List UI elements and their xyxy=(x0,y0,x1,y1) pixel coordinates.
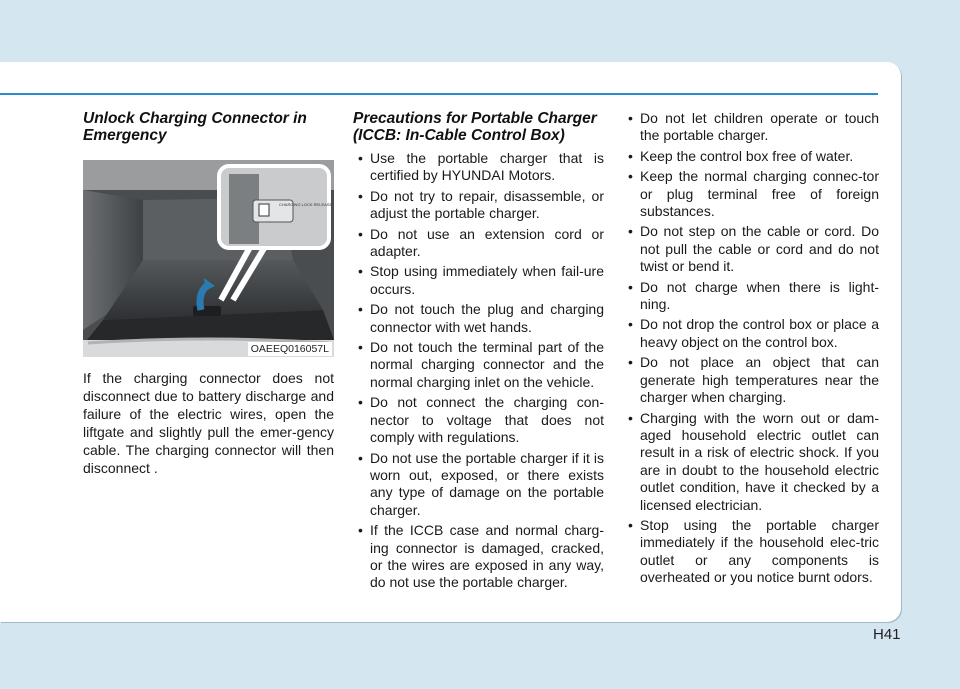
bullet-icon: • xyxy=(358,225,363,242)
page-number: H41 xyxy=(873,626,901,643)
list-item: • Do not charge when there is light-ning. xyxy=(628,278,879,313)
list-item: • Do not let children operate or touch the portable charger. xyxy=(628,110,879,144)
bullet-icon: • xyxy=(358,301,363,318)
list-item: • Do not try to repair, disassemble, or adjust the portable charger. xyxy=(358,187,604,222)
bullet-icon: • xyxy=(358,263,363,280)
list-item: • If the ICCB case and normal charg-ing connector is damaged, cracked, or the wires are exposed in any way, do not use the portable charger. xyxy=(358,522,604,591)
list-item: • Do not place an object that can generate high temperatures near the charger when charging. xyxy=(628,354,879,406)
list-item: • Do not use an extension cord or adapter. xyxy=(358,225,604,260)
bullet-icon: • xyxy=(628,147,633,164)
bullet-icon: • xyxy=(628,409,633,426)
bullet-icon: • xyxy=(358,187,363,204)
list-item: • Do not connect the charging con-nector to voltage that does not comply with regulations. xyxy=(358,394,604,446)
list-item: • Stop using immediately when fail-ure occurs. xyxy=(358,263,604,297)
list-item: • Do not touch the plug and charging connector with wet hands. xyxy=(358,301,604,335)
list-item: • Do not drop the control box or place a heavy object on the control box. xyxy=(628,316,879,350)
column-left xyxy=(83,110,334,477)
section-title-precautions: Precautions for Portable Charger (ICCB: In-Cable Control Box) xyxy=(353,110,597,144)
list-item: • Use the portable charger that is certified by HYUNDAI Motors. xyxy=(358,150,604,184)
bullet-icon: • xyxy=(358,150,363,166)
bullet-icon: • xyxy=(628,316,633,333)
column-middle xyxy=(353,110,604,595)
list-item: • Do not use the portable charger if it is worn out, exposed, or there exists any type of damage on the portable charger. xyxy=(358,449,604,518)
list-item: • Do not step on the cable or cord. Do not pull the cable or cord and do not twist or bend it. xyxy=(628,223,879,275)
list-item: • Keep the normal charging connec-tor or plug terminal free of foreign substances. xyxy=(628,168,879,220)
list-item: • Stop using the portable charger immediately if the household elec-tric outlet or any components is overheated or you notice burnt odors. xyxy=(628,516,879,586)
list-item: • Charging with the worn out or dam-aged household electric outlet can result in a risk of electric shock. If you are in doubt to the household electric outlet condition, have it checked by a licensed electrician. xyxy=(628,409,879,513)
precautions-list-continued xyxy=(623,110,879,587)
bullet-icon: • xyxy=(358,522,363,539)
bullet-icon: • xyxy=(628,223,633,240)
emergency-unlock-text: If the charging connector does not disconnect due to battery discharge and failure of the electric wires, open the liftgate and slightly pull the emer-gency cable. The charging connector will then disconnect . xyxy=(83,370,334,476)
trunk-illustration xyxy=(83,160,334,357)
bullet-icon: • xyxy=(628,516,633,533)
bullet-icon: • xyxy=(358,339,363,356)
bullet-icon: • xyxy=(358,449,363,466)
header-rule xyxy=(0,93,878,95)
inset-label: CHARGING LOCK RELEASE xyxy=(279,202,333,207)
bullet-icon: • xyxy=(628,278,633,295)
precautions-list xyxy=(353,150,604,592)
list-item: • Keep the control box free of water. xyxy=(628,147,854,164)
figure-code: OAEEQ016057L xyxy=(248,342,332,356)
bullet-icon: • xyxy=(358,394,363,411)
column-right xyxy=(623,110,879,590)
bullet-icon: • xyxy=(628,168,633,185)
list-item: • Do not touch the terminal part of the normal charging connector and the normal charging inlet on the vehicle. xyxy=(358,339,604,390)
section-title-emergency-unlock: Unlock Charging Connector in Emergency xyxy=(83,110,307,144)
bullet-icon: • xyxy=(628,110,633,126)
bullet-icon: • xyxy=(628,354,633,371)
trunk-drawing xyxy=(83,160,334,357)
